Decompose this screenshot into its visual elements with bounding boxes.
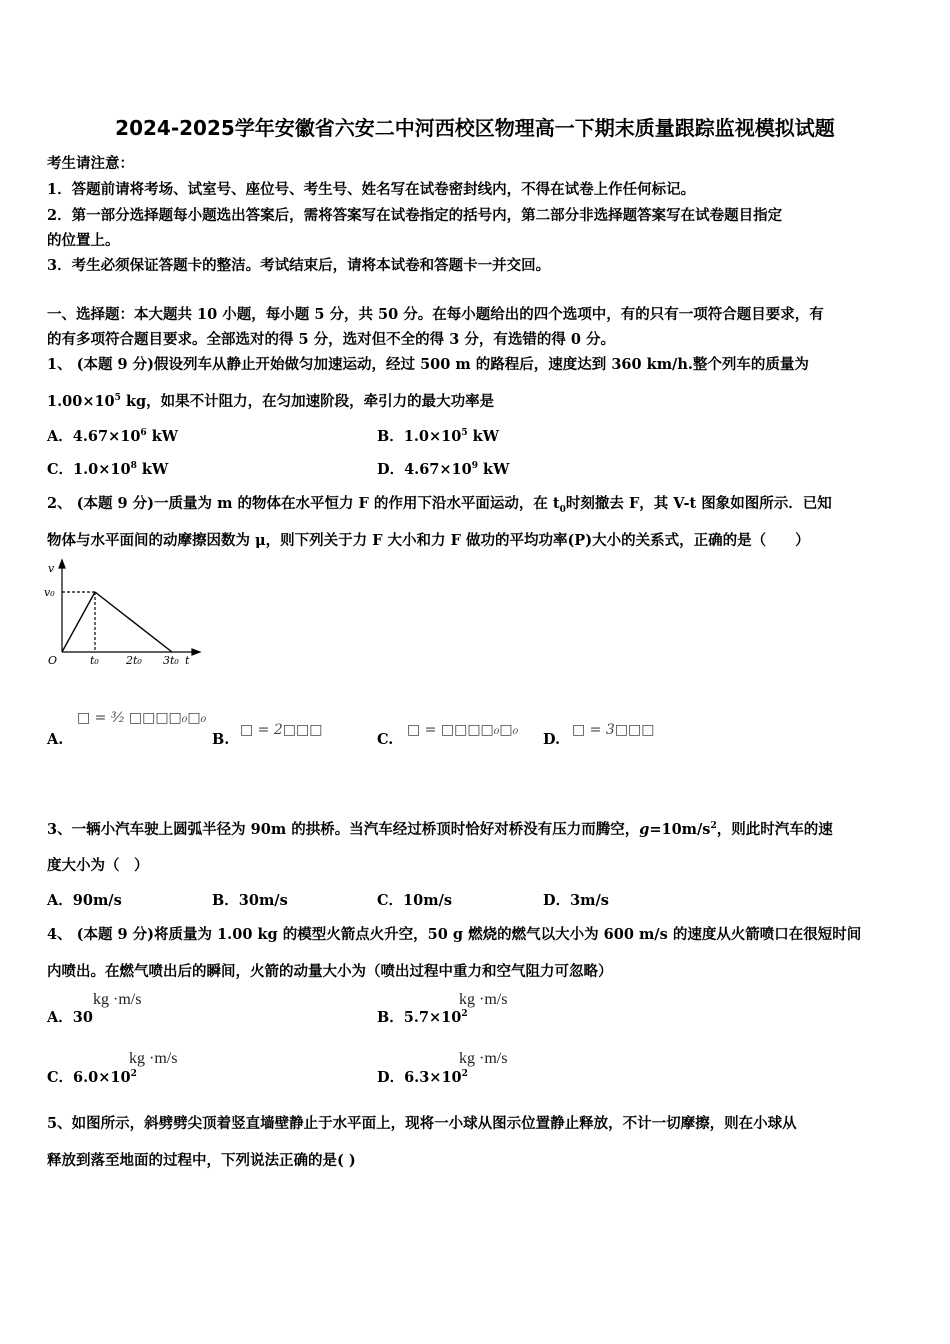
section-intro-line: 的有多项符合题目要求。全部选对的得 5 分，选对但不全的得 3 分，有选错的得 0 分。 [47,331,616,348]
tick-3t0: 3t₀ [163,654,179,667]
tick-2t0: 2t₀ [126,654,142,667]
option-label: B． [377,1009,404,1026]
option-text: 1.0×10 [403,428,462,445]
option-sup: 2 [461,1069,468,1080]
question-2-stem [47,492,832,513]
option-text: 30m/s [238,892,288,909]
option-sup: 8 [130,461,137,472]
stem-text: 时刻撤去 F，其 V-t 图象如图所示．已知 [565,495,832,512]
notice-heading: 考生请注意： [47,155,134,172]
q2-option-d-formula: □ = 3□□□ [572,722,655,738]
stem-sub: 0 [559,504,566,515]
q4-option-b[interactable] [377,1006,468,1027]
option-sup: 9 [471,461,478,472]
vt-graph [40,558,210,673]
question-2-stem-2: 物体与水平面间的动摩擦因数为 μ，则下列关于力 F 大小和力 F 做功的平均功率(P)大小的关系式，正确的是（ ） [47,532,810,549]
question-4-stem-2: 内喷出。在燃气喷出后的瞬间，火箭的动量大小为（喷出过程中重力和空气阻力可忽略） [47,963,613,980]
stem-text: kg，如果不计阻力，在匀加速阶段，牵引力的最大功率是 [120,393,495,410]
option-label: C． [47,461,74,478]
option-text: 3m/s [570,892,609,909]
q1-option-c[interactable] [47,458,168,479]
v-label: v [48,562,55,575]
q1-option-d[interactable] [377,458,509,479]
q2-option-c[interactable] [377,731,393,748]
notice-item: 2．第一部分选择题每小题选出答案后，需将答案写在试卷指定的括号内，第二部分非选择题答案写在试卷题目指定 [47,207,783,224]
option-label: C． [47,1069,74,1086]
stem-text: ，则此时汽车的速 [716,821,833,838]
page-title: 2024-2025学年安徽省六安二中河西校区物理高一下期末质量跟踪监视模拟试题 [115,116,835,140]
stem-text: =10m/s [649,821,711,838]
option-text: kW [136,461,169,478]
section-intro-line: 一、选择题：本大题共 10 小题，每小题 5 分，共 50 分。在每小题给出的四个选项中，有的只有一项符合题目要求，有 [47,306,824,323]
stem-text: 1.00×10 [47,393,115,410]
option-sup: 5 [461,428,468,439]
option-label: C. [377,731,394,748]
option-label: D． [377,1069,405,1086]
option-text: kW [146,428,179,445]
option-label: A. [47,731,64,748]
q4-option-c-unit: kg ·m/s [129,1050,178,1067]
question-3-stem [47,818,833,839]
option-label: D． [543,892,571,909]
option-text: 4.67×10 [404,461,472,478]
question-1-stem: 1、 (本题 9 分)假设列车从静止开始做匀加速运动，经过 500 m 的路程后，速度达到 360 km/h.整个列车的质量为 [47,356,809,373]
option-text: 4.67×10 [72,428,141,445]
t-axis-arrow [192,649,200,655]
q1-option-a[interactable] [47,425,178,446]
option-label: B． [377,428,404,445]
option-label: B. [212,731,230,748]
q4-option-c[interactable] [47,1066,137,1087]
notice-item: 的位置上。 [47,232,120,249]
question-5-stem-2: 释放到落至地面的过程中，下列说法正确的是( ) [47,1152,356,1169]
option-text: kW [467,428,499,445]
option-sup: 2 [130,1069,137,1080]
q2-option-a-formula: □ = ³⁄₂ □□□□₀□₀ [77,710,207,726]
question-4-stem: 4、 (本题 9 分)将质量为 1.00 kg 的模型火箭点火升空，50 g 燃烧的燃气以大小为 600 m/s 的速度从火箭喷口在很短时间 [47,926,862,943]
option-text: 6.0×10 [73,1069,131,1086]
option-label: D. [543,731,561,748]
decel-segment [95,592,172,652]
option-label: B． [212,892,239,909]
option-label: C． [377,892,404,909]
option-label: A． [47,1009,73,1026]
q4-option-d-unit: kg ·m/s [459,1050,508,1067]
q2-option-d[interactable] [543,731,560,748]
question-5-stem: 5、如图所示，斜劈劈尖顶着竖直墙壁静止于水平面上，现将一小球从图示位置静止释放，不计一切摩擦，则在小球从 [47,1115,797,1132]
option-text: 30 [72,1009,93,1026]
option-label: D． [377,461,405,478]
q2-option-b-formula: □ = 2□□□ [240,722,323,738]
q4-option-b-unit: kg ·m/s [459,991,508,1008]
q2-option-a[interactable] [47,731,63,748]
q3-option-b[interactable] [212,889,288,910]
option-text: 6.3×10 [404,1069,462,1086]
stem-var: g [639,821,650,838]
question-1-stem-2 [47,390,494,411]
q4-option-d[interactable] [377,1066,468,1087]
notice-item: 3．考生必须保证答题卡的整洁。考试结束后，请将本试卷和答题卡一并交回。 [47,257,551,274]
q3-option-a[interactable] [47,889,122,910]
accel-segment [62,592,95,652]
q3-option-d[interactable] [543,889,609,910]
q4-option-a-unit: kg ·m/s [93,991,142,1008]
stem-sup: 5 [114,393,121,404]
q3-option-c[interactable] [377,889,452,910]
v0-label: v₀ [44,586,55,599]
stem-sup: 2 [710,821,717,832]
stem-text: 2、 (本题 9 分)一质量为 m 的物体在水平恒力 F 的作用下沿水平面运动，在 t [47,495,560,512]
t-label: t [185,654,190,667]
question-3-stem-2: 度大小为（ ） [47,857,149,874]
option-text: 1.0×10 [73,461,131,478]
origin-label: O [48,654,58,667]
v-axis-arrow [59,560,65,568]
q2-option-b[interactable] [212,731,229,748]
notice-item: 1．答题前请将考场、试室号、座位号、考生号、姓名写在试卷密封线内，不得在试卷上作任何标记。 [47,181,696,198]
option-text: 10m/s [403,892,453,909]
option-label: A． [47,892,73,909]
option-text: 90m/s [72,892,122,909]
q1-option-b[interactable] [377,425,499,446]
option-label: A． [47,428,73,445]
q4-option-a[interactable] [47,1006,93,1027]
option-sup: 6 [140,428,147,439]
q2-option-c-formula: □ = □□□□₀□₀ [407,722,519,738]
option-text: kW [478,461,510,478]
option-sup: 2 [461,1009,468,1020]
tick-t0: t₀ [90,654,99,667]
stem-text: 3、一辆小汽车驶上圆弧半径为 90m 的拱桥。当汽车经过桥顶时恰好对桥没有压力而腾空， [47,821,640,838]
option-text: 5.7×10 [403,1009,462,1026]
